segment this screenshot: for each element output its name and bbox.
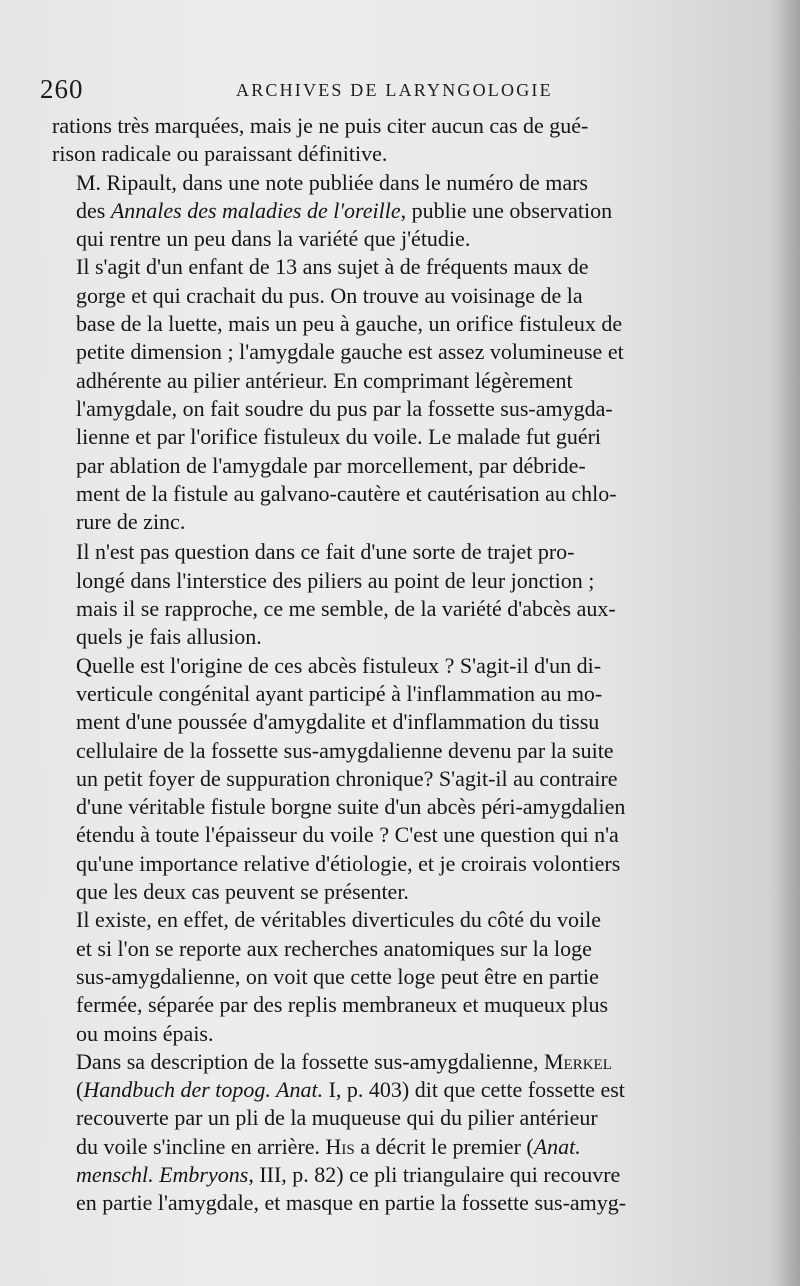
text-line: base de la luette, mais un peu à gauche, un orifice fistuleux de [76, 311, 623, 337]
text-line: d'une véritable fistule borgne suite d'un abcès péri-amygdalien [76, 794, 626, 820]
text-line: adhérente au pilier antérieur. En comprimant légèrement [76, 367, 573, 393]
text-run: , publie une observation [400, 197, 613, 223]
text-line: ment d'une poussée d'amygdalite et d'inflammation du tissu [76, 709, 600, 735]
text-line: petite dimension ; l'amygdale gauche est assez volumineuse et [76, 339, 624, 365]
text-line: longé dans l'interstice des piliers au point de leur jonction ; [76, 567, 595, 593]
text-line: en partie l'amygdale, et masque en partie la fossette sus-amyg- [76, 1190, 627, 1216]
journal-title: Annales des maladies de l'oreille [110, 197, 401, 223]
text-line: ou moins épais. [76, 1020, 214, 1046]
text-run: , III, p. 82) ce pli triangulaire qui recouvre [248, 1161, 621, 1187]
text-run: a décrit le premier ( [354, 1133, 534, 1159]
text-line: verticule congénital ayant participé à l'inflammation au mo- [76, 680, 603, 706]
text-line: gorge et qui crachait du pus. On trouve au voisinage de la [76, 282, 583, 308]
text-line: sus-amygdalienne, on voit que cette loge peut être en partie [76, 963, 599, 989]
book-title: Handbuch der topog. Anat. [83, 1077, 324, 1103]
page-header [40, 74, 680, 104]
text-line: Il existe, en effet, de véritables diverticules du côté du voile [76, 907, 601, 933]
paragraph-6 [52, 906, 710, 1047]
text-line: rure de zinc. [76, 509, 186, 535]
running-title: ARCHIVES DE LARYNGOLOGIE [236, 80, 553, 100]
text-run: du voile s'incline en arrière. [76, 1133, 326, 1159]
page-edge-shadow [774, 0, 800, 1286]
text-line [52, 1161, 710, 1189]
text-line: recouverte par un pli de la muqueuse qui du pilier antérieur [76, 1105, 598, 1131]
text-line: qu'une importance relative d'étiologie, et je croirais volontiers [76, 850, 621, 876]
text-line: un petit foyer de suppuration chronique? S'agit-il au contraire [76, 765, 618, 791]
text-line: étendu à toute l'épaisseur du voile ? C'est une question qui n'a [76, 822, 619, 848]
text-line: rison radicale ou paraissant définitive. [52, 141, 388, 167]
text-line [52, 1048, 710, 1076]
paragraph-7 [52, 1048, 710, 1218]
paragraph-4 [52, 538, 710, 651]
text-run: Dans sa description de la fossette sus-amygdalienne, [76, 1048, 544, 1074]
text-line: Il s'agit d'un enfant de 13 ans sujet à de fréquents maux de [76, 254, 589, 280]
text-line: par ablation de l'amygdale par morcellement, par débride- [76, 452, 586, 478]
text-line: cellulaire de la fossette sus-amygdalienne devenu par la suite [76, 737, 614, 763]
text-line: quels je fais allusion. [76, 624, 262, 650]
text-line: Il n'est pas question dans ce fait d'une sorte de trajet pro- [76, 539, 575, 565]
text-line: et si l'on se reporte aux recherches anatomiques sur la loge [76, 935, 592, 961]
text-line: ment de la fistule au galvano-cautère et cautérisation au chlo- [76, 480, 617, 506]
paragraph-2 [52, 169, 710, 254]
text-run: I, p. 403) dit que cette fossette est [323, 1077, 625, 1103]
paragraph-1 [52, 112, 710, 169]
text-line [52, 1133, 710, 1161]
text-line: qui rentre un peu dans la variété que j'étudie. [76, 226, 471, 252]
text-line: Quelle est l'origine de ces abcès fistuleux ? S'agit-il d'un di- [76, 652, 602, 678]
page-number: 260 [40, 74, 84, 104]
author-name: Merkel [543, 1048, 612, 1074]
book-title: menschl. Embryons [76, 1161, 249, 1187]
text-line: que les deux cas peuvent se présenter. [76, 879, 409, 905]
author-name: His [325, 1133, 355, 1159]
book-title: Anat. [533, 1133, 581, 1159]
text-line: rations très marquées, mais je ne puis citer aucun cas de gué- [52, 113, 589, 138]
text-line: mais il se rapproche, ce me semble, de la variété d'abcès aux- [76, 596, 616, 622]
paragraph-3 [52, 253, 710, 536]
text-line: l'amygdale, on fait soudre du pus par la fossette sus-amygda- [76, 395, 613, 421]
body-text [52, 112, 710, 1218]
text-line [52, 1076, 710, 1104]
text-line [52, 197, 710, 225]
paragraph-5 [52, 652, 710, 907]
text-run: ( [76, 1077, 84, 1103]
text-run: des [76, 197, 111, 223]
text-line: fermée, séparée par des replis membraneux et muqueux plus [76, 992, 609, 1018]
text-line: lienne et par l'orifice fistuleux du voile. Le malade fut guéri [76, 424, 602, 450]
text-line: M. Ripault, dans une note publiée dans le numéro de mars [76, 169, 588, 195]
